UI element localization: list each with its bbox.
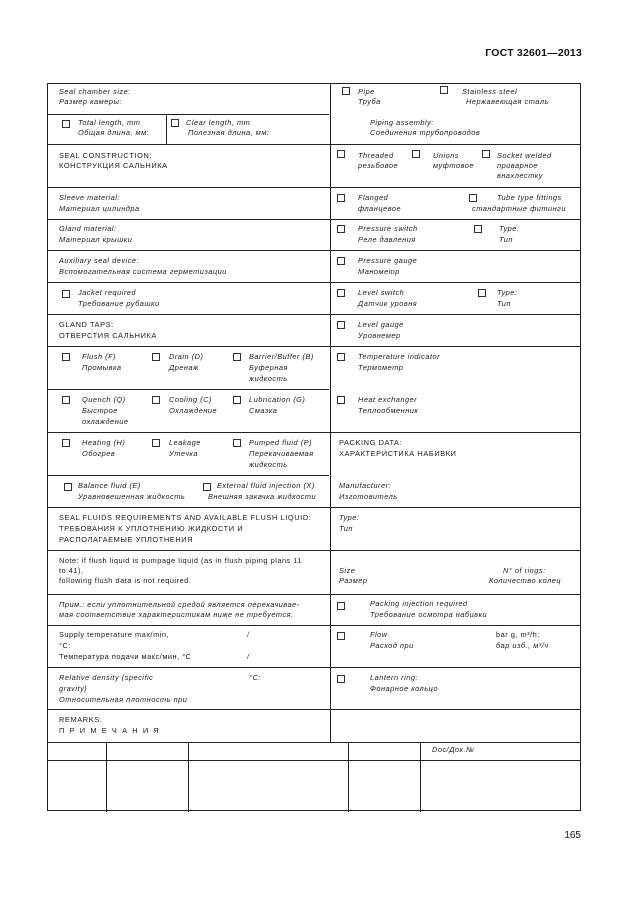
- jacket-label: Jacket required: [78, 288, 137, 297]
- flanged-label-ru: фланцевое: [358, 204, 402, 213]
- unions-label-ru: муфтовое: [433, 161, 474, 170]
- level-gauge-checkbox[interactable]: [337, 321, 345, 329]
- seal-construction-heading: SEAL CONSTRUCTION:: [59, 151, 153, 160]
- supply-temp-label-ru: Температура подачи макс/мин, °C: [59, 652, 192, 661]
- row-divider: [48, 432, 580, 433]
- packing-injection-label: Packing injection required: [370, 599, 468, 608]
- flush-label: Flush (F): [82, 352, 117, 361]
- drain-label-ru: Дренаж: [169, 363, 199, 372]
- heat-exchanger-checkbox[interactable]: [337, 396, 345, 404]
- lantern-ring-label-ru: Фонарное кольцо: [370, 684, 438, 693]
- balance-fluid-label-ru: Уравновешенная жидкость: [78, 492, 186, 501]
- size-label: Size: [339, 566, 356, 575]
- supply-temp-label: Supply temperature max/min,: [59, 630, 170, 639]
- size-label-ru: Размер: [339, 576, 368, 585]
- rings-label-ru: Количество колец: [489, 576, 562, 585]
- pipe-label-ru: Труба: [358, 97, 381, 106]
- row-divider: [48, 219, 580, 220]
- seal-fluids-heading-ru-2: РАСПОЛАГАЕМЫЕ УПЛОТНЕНИЯ: [59, 535, 194, 544]
- threaded-label: Threaded: [358, 151, 394, 160]
- piping-assembly-label: Piping assembly:: [370, 118, 434, 127]
- column-divider: [330, 84, 331, 742]
- flush-note-2: to 41),: [59, 566, 84, 575]
- unions-checkbox[interactable]: [412, 150, 420, 158]
- level-gauge-label: Level gauge: [358, 320, 404, 329]
- row-divider: [48, 114, 329, 115]
- rings-label: N° of rings:: [503, 566, 546, 575]
- level-switch-checkbox[interactable]: [337, 289, 345, 297]
- gland-taps-heading-ru: ОТВЕРСТИЯ САЛЬНИКА: [59, 331, 157, 340]
- prim-note-2: мая соответствие характеристикам ниже не требуется.: [59, 610, 294, 619]
- external-injection-checkbox[interactable]: [203, 483, 211, 491]
- barrier-label-ru: Буферная: [249, 363, 288, 372]
- seal-construction-heading-ru: КОНСТРУКЦИЯ САЛЬНИКА: [59, 161, 168, 170]
- row-divider: [48, 144, 580, 145]
- manufacturer-label: Manufacturer:: [339, 481, 392, 490]
- balance-fluid-label: Balance fluid (E): [78, 481, 141, 490]
- socket-welded-label-ru-2: внахлестку: [497, 171, 543, 180]
- cooling-label-ru: Охлаждение: [169, 406, 218, 415]
- total-length-label-ru: Общая длина, мм:: [78, 128, 150, 137]
- page-number: 165: [564, 830, 581, 841]
- pressure-switch-type-checkbox[interactable]: [474, 225, 482, 233]
- row-divider: [48, 667, 580, 668]
- column-divider: [166, 114, 167, 144]
- flow-label: Flow: [370, 630, 388, 639]
- column-divider: [420, 742, 421, 812]
- supply-temp-slash: /: [247, 630, 250, 639]
- pressure-switch-type-label: Type:: [499, 224, 520, 233]
- piping-assembly-label-ru: Соединения трубопроводов: [370, 128, 481, 137]
- heating-checkbox[interactable]: [62, 439, 70, 447]
- pumped-fluid-label-ru: Перекачиваемая: [249, 449, 314, 458]
- column-divider: [188, 742, 189, 812]
- total-length-label: Total length, mm: [78, 118, 141, 127]
- row-divider: [48, 709, 580, 710]
- pressure-switch-label-ru: Реле давления: [358, 235, 416, 244]
- quench-checkbox[interactable]: [62, 396, 70, 404]
- tube-fittings-label-ru: стандартные фитинги: [472, 204, 566, 213]
- level-gauge-label-ru: Уровнемер: [358, 331, 401, 340]
- pipe-label: Pipe: [358, 87, 375, 96]
- seal-chamber-label: Seal chamber size:: [59, 87, 131, 96]
- lantern-ring-label: Lantern ring:: [370, 673, 418, 682]
- flush-note: Note: if flush liquid is pumpage liquid (as in flush piping plans 11: [59, 556, 302, 565]
- cooling-label: Cooling (C): [169, 395, 212, 404]
- relative-density-label: Relative density (specific: [59, 673, 154, 682]
- total-length-checkbox[interactable]: [62, 120, 70, 128]
- tube-fittings-label: Tube type fittings: [497, 193, 562, 202]
- seal-data-sheet-form: [47, 83, 581, 811]
- row-divider: [48, 625, 580, 626]
- row-divider: [48, 594, 580, 595]
- seal-chamber-label-ru: Размер камеры:: [59, 97, 122, 106]
- seal-fluids-heading: SEAL FLUIDS REQUIREMENTS AND AVAILABLE FLUSH LIQUID:: [59, 513, 312, 522]
- level-switch-type-label: Type:: [497, 288, 518, 297]
- doc-number-label: Doc/Док.№: [432, 745, 475, 754]
- gland-material-label-ru: Материал крышки: [59, 235, 133, 244]
- packing-type-label-ru: Тип: [339, 524, 353, 533]
- gland-taps-heading: GLAND TAPS:: [59, 320, 114, 329]
- pressure-gauge-label: Pressure gauge: [358, 256, 418, 265]
- supply-temp-unit: °C:: [59, 641, 71, 650]
- row-divider: [48, 187, 580, 188]
- flow-label-ru: Расход при: [370, 641, 414, 650]
- row-divider: [48, 742, 580, 743]
- lubrication-checkbox[interactable]: [233, 396, 241, 404]
- flush-checkbox[interactable]: [62, 353, 70, 361]
- stainless-checkbox[interactable]: [440, 86, 448, 94]
- relative-density-unit: °C:: [249, 673, 261, 682]
- row-divider: [48, 250, 580, 251]
- pumped-fluid-label-ru-2: жидкость: [249, 460, 288, 469]
- leakage-label: Leakage: [169, 438, 201, 447]
- seal-fluids-heading-ru: ТРЕБОВАНИЯ К УПЛОТНЕНИЮ ЖИДКОСТИ И: [59, 524, 244, 533]
- temperature-indicator-label: Temperature indicator: [358, 352, 441, 361]
- flush-note-3: following flush data is not required.: [59, 576, 192, 585]
- quench-label-ru: Быстрое: [82, 406, 118, 415]
- row-divider: [48, 550, 580, 551]
- row-divider: [48, 760, 580, 761]
- flow-units-ru: бар изб., м³/ч: [496, 641, 549, 650]
- pressure-gauge-checkbox[interactable]: [337, 257, 345, 265]
- row-divider: [48, 507, 580, 508]
- packing-data-heading-ru: ХАРАКТЕРИСТИКА НАБИВКИ: [339, 449, 457, 458]
- pressure-switch-checkbox[interactable]: [337, 225, 345, 233]
- flush-label-ru: Промывка: [82, 363, 122, 372]
- jacket-checkbox[interactable]: [62, 290, 70, 298]
- threaded-checkbox[interactable]: [337, 150, 345, 158]
- packing-type-label: Type:: [339, 513, 360, 522]
- temperature-indicator-label-ru: Термометр: [358, 363, 404, 372]
- leakage-checkbox[interactable]: [152, 439, 160, 447]
- clear-length-label: Clear length, mm: [186, 118, 251, 127]
- auxiliary-seal-label: Auxiliary seal device:: [59, 256, 140, 265]
- socket-welded-label-ru: приварное: [497, 161, 538, 170]
- jacket-label-ru: Требование рубашки: [78, 299, 160, 308]
- barrier-label: Barrier/Buffer (B): [249, 352, 314, 361]
- leakage-label-ru: Утечка: [169, 449, 199, 458]
- row-divider: [48, 389, 329, 390]
- stainless-label: Stainless steel: [462, 87, 518, 96]
- pumped-fluid-label: Pumped fluid (P): [249, 438, 313, 447]
- supply-temp-slash-ru: /: [247, 652, 250, 661]
- lantern-ring-checkbox[interactable]: [337, 675, 345, 683]
- packing-data-heading: PACKING DATA:: [339, 438, 403, 447]
- pipe-checkbox[interactable]: [342, 87, 350, 95]
- external-injection-label-ru: Внешняя закачка жидкости: [208, 492, 317, 501]
- barrier-label-ru-2: жидкость: [249, 374, 288, 383]
- quench-label: Quench (Q): [82, 395, 126, 404]
- flow-units: bar g, m³/h:: [496, 630, 540, 639]
- flanged-checkbox[interactable]: [337, 194, 345, 202]
- drain-checkbox[interactable]: [152, 353, 160, 361]
- drain-label: Drain (D): [169, 352, 204, 361]
- balance-fluid-checkbox[interactable]: [64, 483, 72, 491]
- remarks-heading: REMARKS:: [59, 715, 103, 724]
- flanged-label: Flanged: [358, 193, 389, 202]
- standard-header: ГОСТ 32601—2013: [485, 47, 582, 59]
- threaded-label-ru: резьбовое: [358, 161, 399, 170]
- row-divider: [48, 314, 580, 315]
- auxiliary-seal-label-ru: Вспомогательная система герметизации: [59, 267, 227, 276]
- clear-length-label-ru: Полезная длина, мм:: [188, 128, 270, 137]
- sleeve-material-label: Sleeve material:: [59, 193, 120, 202]
- level-switch-type-label-ru: Тип: [497, 299, 511, 308]
- gland-material-label: Gland material:: [59, 224, 117, 233]
- level-switch-type-checkbox[interactable]: [478, 289, 486, 297]
- pressure-gauge-label-ru: Манометр: [358, 267, 400, 276]
- temperature-indicator-checkbox[interactable]: [337, 353, 345, 361]
- heat-exchanger-label: Heat exchanger: [358, 395, 418, 404]
- row-divider: [48, 282, 580, 283]
- row-divider: [48, 475, 329, 476]
- stainless-label-ru: Нержавеющая сталь: [466, 97, 549, 106]
- packing-injection-checkbox[interactable]: [337, 602, 345, 610]
- packing-injection-label-ru: Требование осмотра набивки: [370, 610, 488, 619]
- tube-fittings-checkbox[interactable]: [469, 194, 477, 202]
- cooling-checkbox[interactable]: [152, 396, 160, 404]
- pressure-switch-label: Pressure switch: [358, 224, 418, 233]
- column-divider: [106, 742, 107, 812]
- barrier-checkbox[interactable]: [233, 353, 241, 361]
- heating-label: Heating (H): [82, 438, 126, 447]
- socket-welded-checkbox[interactable]: [482, 150, 490, 158]
- lubrication-label-ru: Смазка: [249, 406, 278, 415]
- heating-label-ru: Обогрев: [82, 449, 116, 458]
- external-injection-label: External fluid injection (X): [217, 481, 315, 490]
- sleeve-material-label-ru: Материал цилиндра: [59, 204, 140, 213]
- unions-label: Unions: [433, 151, 460, 160]
- level-switch-label-ru: Датчик уровня: [358, 299, 418, 308]
- flow-checkbox[interactable]: [337, 632, 345, 640]
- manufacturer-label-ru: Изготовитель: [339, 492, 398, 501]
- pressure-switch-type-label-ru: Тип: [499, 235, 513, 244]
- heat-exchanger-label-ru: Теплообменник: [358, 406, 419, 415]
- level-switch-label: Level switch: [358, 288, 405, 297]
- prim-note: Прим.: если уплотнительной средой является перекачивае-: [59, 600, 300, 609]
- lubrication-label: Lubrication (G): [249, 395, 306, 404]
- relative-density-label-2: gravity): [59, 684, 88, 693]
- row-divider: [48, 346, 580, 347]
- column-divider: [348, 742, 349, 812]
- remarks-heading-ru: П Р И М Е Ч А Н И Я: [59, 726, 161, 735]
- clear-length-checkbox[interactable]: [171, 119, 179, 127]
- relative-density-label-ru: Относительная плотность при: [59, 695, 188, 704]
- quench-label-ru-2: охлаждение: [82, 417, 129, 426]
- socket-welded-label: Socket welded: [497, 151, 552, 160]
- pumped-fluid-checkbox[interactable]: [233, 439, 241, 447]
